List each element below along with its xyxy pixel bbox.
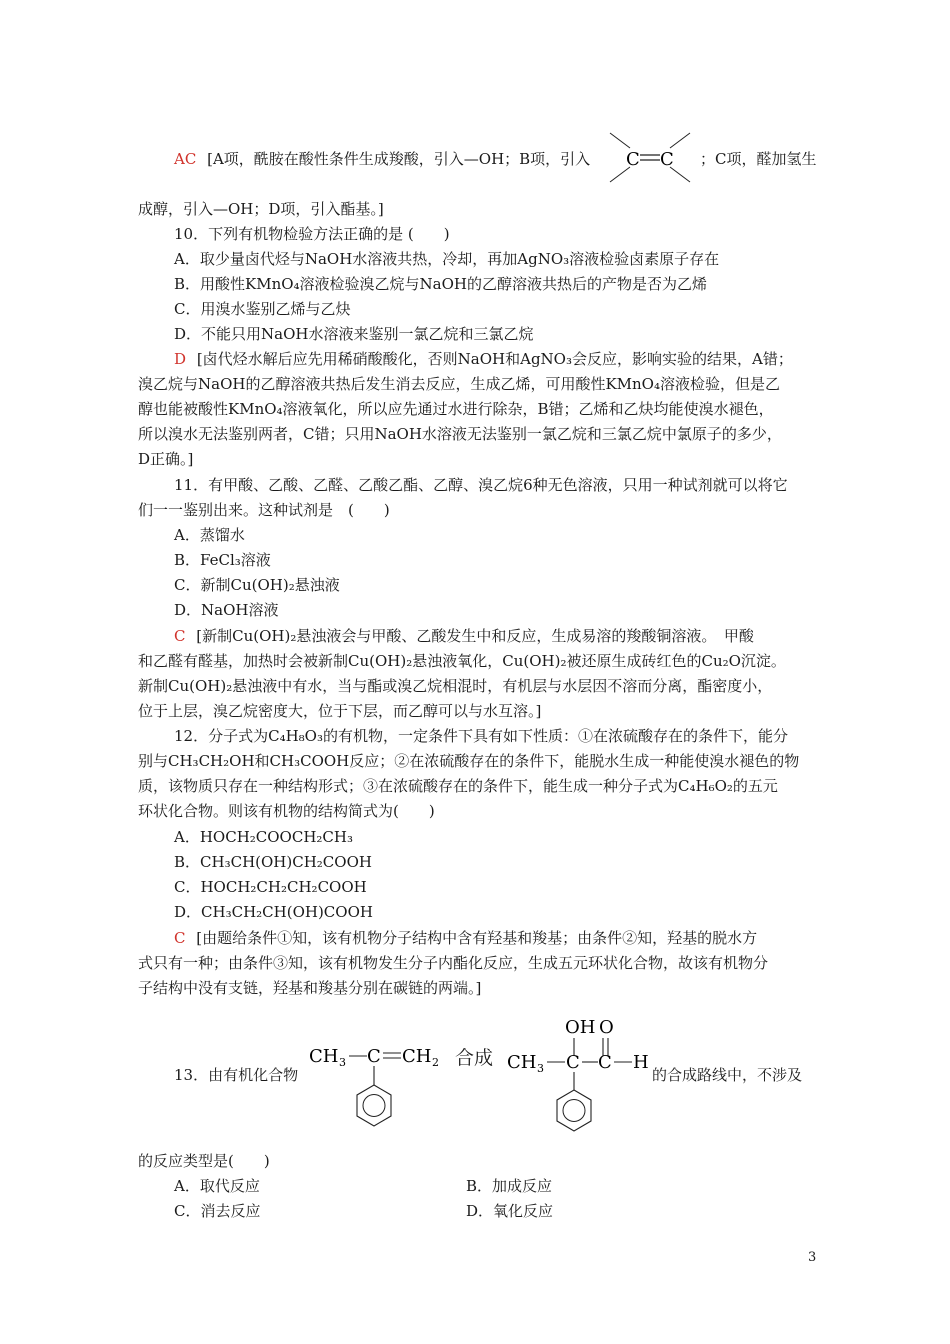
- m1-c: C: [367, 1046, 381, 1067]
- q10-explain-line3: 醇也能被酸性KMnO₄溶液氧化，所以应先通过水进行除杂，B错；乙烯和乙炔均能使溴水褪色，: [138, 400, 774, 418]
- q11-explain-line4: 位于上层，溴乙烷密度大，位于下层，而乙醇可以与水互溶。]: [138, 702, 542, 720]
- q9-answer: AC: [174, 150, 197, 168]
- q10-option-b: B．用酸性KMnO₄溶液检验溴乙烷与NaOH的乙醇溶液共热后的产物是否为乙烯: [174, 275, 708, 293]
- m1-ch2: CH: [402, 1046, 432, 1067]
- m2-ch3: CH: [507, 1052, 537, 1073]
- page-number: 3: [808, 1250, 817, 1265]
- q10-stem: 10．下列有机物检验方法正确的是 ( ): [174, 225, 450, 243]
- molecule-hydroxy-phenylpropanal: [505, 1005, 655, 1145]
- q13-prefix: 13．由有机化合物: [174, 1066, 299, 1084]
- q10-explain-line4: 所以溴水无法鉴别两者，C错；只用NaOH水溶液无法鉴别一氯乙烷和三氯乙烷中氯原子的多少，: [138, 425, 782, 443]
- q11-explain-text1: [新制Cu(OH)₂悬浊液会与甲酸、乙酸发生中和反应，生成易溶的羧酸铜溶液。 甲酸: [196, 627, 754, 645]
- m2-c2: C: [598, 1052, 612, 1073]
- m2-o: O: [599, 1017, 614, 1038]
- q13-option-a: A．取代反应: [174, 1177, 260, 1195]
- q10-explain-line5: D正确。]: [138, 450, 194, 468]
- q10-option-a: A．取少量卤代烃与NaOH水溶液共热，冷却，再加AgNO₃溶液检验卤素原子存在: [174, 250, 720, 268]
- q9-explain-line1: [174, 148, 590, 170]
- cc-left: C: [626, 149, 640, 170]
- m1-sub3: 3: [339, 1056, 346, 1069]
- m2-oh: OH: [565, 1017, 596, 1038]
- q13-option-c: C．消去反应: [174, 1202, 261, 1220]
- q12-stem-line4: 环状化合物。则该有机物的结构简式为( ): [138, 802, 435, 820]
- m2-c1: C: [566, 1052, 580, 1073]
- q9-explain-part1: [A项，酰胺在酸性条件生成羧酸，引入—OH；B项，引入: [207, 150, 591, 168]
- q10-explain-text1: [卤代烃水解后应先用稀硝酸酸化，否则NaOH和AgNO₃会反应，影响实验的结果，A错；: [196, 350, 793, 368]
- q11-answer: C: [174, 627, 186, 645]
- q12-stem-line1: 12．分子式为C₄H₈O₃的有机物，一定条件下具有如下性质：①在浓硫酸存在的条件下，能分: [174, 727, 788, 745]
- m1-ch3: CH: [309, 1046, 339, 1067]
- q11-option-a: A．蒸馏水: [174, 526, 245, 544]
- q12-answer: C: [174, 929, 186, 947]
- q10-option-c: C．用溴水鉴别乙烯与乙炔: [174, 300, 351, 318]
- q11-option-c: C．新制Cu(OH)₂悬浊液: [174, 576, 340, 594]
- m2-sub3: 3: [537, 1062, 544, 1075]
- q12-stem-line3: 质，该物质只存在一种结构形式；③在浓硫酸存在的条件下，能生成一种分子式为C₄H₆O₂的五元: [138, 777, 778, 795]
- q13-suffix: 的合成路线中，不涉及: [652, 1066, 803, 1084]
- q12-explain-line1: [174, 927, 757, 949]
- q12-stem-line2: 别与CH₃CH₂OH和CH₃COOH反应；②在浓硫酸存在的条件下，能脱水生成一种能使溴水褪色的物: [138, 752, 800, 770]
- q13-option-d: D．氧化反应: [466, 1202, 554, 1220]
- q9-explain-part2: ；C项，醛加氢生: [700, 150, 817, 168]
- q12-option-d: D．CH₃CH₂CH(OH)COOH: [174, 903, 373, 921]
- q11-option-b: B．FeCl₃溶液: [174, 551, 271, 569]
- q12-explain-text1: [由题给条件①知，该有机物分子结构中含有羟基和羧基；由条件②知，羟基的脱水方: [196, 929, 758, 947]
- q11-option-d: D．NaOH溶液: [174, 601, 279, 619]
- q10-explain-line2: 溴乙烷与NaOH的乙醇溶液共热后发生消去反应，生成乙烯，可用酸性KMnO₄溶液检验，但是乙: [138, 375, 780, 393]
- q10-explain-line1: [174, 348, 793, 370]
- q10-answer: D: [174, 350, 187, 368]
- q10-option-d: D．不能只用NaOH水溶液来鉴别一氯乙烷和三氯乙烷: [174, 325, 534, 343]
- q11-explain-line3: 新制Cu(OH)₂悬浊液中有水，当与酯或溴乙烷相混时，有机层与水层因不溶而分离，酯密度小，: [138, 677, 773, 695]
- q12-explain-line3: 子结构中没有支链，羟基和羧基分别在碳链的两端。]: [138, 979, 482, 997]
- m1-sub2: 2: [432, 1056, 439, 1069]
- q12-option-a: A．HOCH₂COOCH₂CH₃: [174, 828, 353, 846]
- q11-explain-line1: [174, 625, 754, 647]
- m2-h: H: [633, 1052, 649, 1073]
- q11-stem-line1: 11．有甲酸、乙酸、乙醛、乙酸乙酯、乙醇、溴乙烷6种无色溶液，只用一种试剂就可以将它: [174, 476, 788, 494]
- cc-double-bond-structure: [600, 125, 700, 191]
- q12-option-c: C．HOCH₂CH₂CH₂COOH: [174, 878, 367, 896]
- molecule-alpha-methylstyrene: [305, 1035, 450, 1145]
- q11-stem-line2: 们一一鉴别出来。这种试剂是 ( ): [138, 501, 390, 519]
- cc-right: C: [660, 149, 674, 170]
- q13-synthesis-word: 合成: [455, 1047, 494, 1069]
- q11-explain-line2: 和乙醛有醛基，加热时会被新制Cu(OH)₂悬浊液氧化，Cu(OH)₂被还原生成砖红色的Cu₂O沉淀。: [138, 652, 786, 670]
- q13-option-b: B．加成反应: [466, 1177, 553, 1195]
- q13-stem-line2: 的反应类型是( ): [138, 1152, 270, 1170]
- q12-explain-line2: 式只有一种；由条件③知，该有机物发生分子内酯化反应，生成五元环状化合物，故该有机物分: [138, 954, 769, 972]
- q9-explain-line2: 成醇，引入—OH；D项，引入酯基。]: [138, 200, 384, 218]
- q12-option-b: B．CH₃CH(OH)CH₂COOH: [174, 853, 372, 871]
